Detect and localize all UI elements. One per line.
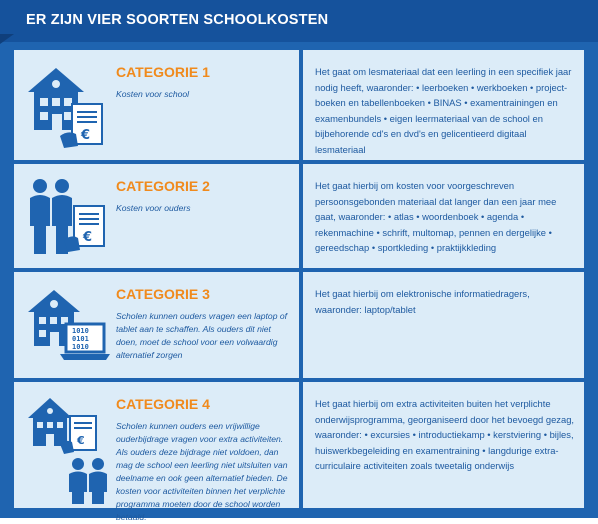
category-4-subtitle: Scholen kunnen ouders een vrijwillige ouderbijdrage vragen voor extra activiteiten. Als ouders deze bijdrage niet voldoen, dan mag de school een leerling niet uitsluiten van deelname en ook geen alternatief bieden. De kosten voor activiteiten binnen het verplichte programma moeten door de school worden betaald. — [116, 421, 288, 522]
school-invoice-icon — [26, 60, 112, 150]
category-3-title: CATEGORIE 3 — [116, 286, 210, 302]
parents-invoice-icon — [26, 174, 112, 264]
category-4-description: Het gaat hierbij om extra activiteiten buiten het verplichte onderwijsprogramma, georganiseerd door het bevoegd gezag, waaronder: • excursies • introductiekamp • kerstviering • bijles, huiswerkbegeleiding en examentraining • langdurige extra-curriculaire activiteiten zoals tweetalig onderwijs — [315, 398, 575, 471]
category-1-description: Het gaat om lesmateriaal dat een leerling in een specifiek jaar nodig heeft, waaronder: • leerboeken • werkboeken • project-boeken en tabellenboeken • BINAS • examentrainingen en examenbundels • eigen leermateriaal van de school en bijbehorende cd's en dvd's en gelicentieerd digitaal lesmateriaal — [315, 66, 572, 155]
laptop-screen-line-1: 1010 — [72, 327, 89, 335]
page-title: ER ZIJN VIER SOORTEN SCHOOLKOSTEN — [26, 12, 329, 28]
school-laptop-icon — [26, 282, 112, 372]
category-2-title: CATEGORIE 2 — [116, 178, 210, 194]
category-row-2 — [14, 164, 584, 268]
category-4-summary — [14, 382, 299, 522]
category-1-title: CATEGORIE 1 — [116, 64, 210, 80]
svg-text:€: € — [83, 230, 93, 245]
category-3-details — [303, 272, 584, 378]
category-2-details — [303, 164, 584, 268]
category-4-title: CATEGORIE 4 — [116, 396, 210, 412]
category-4-details — [303, 382, 584, 508]
category-row-1 — [14, 50, 584, 160]
category-3-description: Het gaat hierbij om elektronische informatiedragers, waaronder: laptop/tablet — [315, 288, 530, 315]
category-3-summary — [14, 272, 299, 378]
category-1-subtitle: Kosten voor school — [116, 89, 190, 99]
svg-text:€: € — [81, 128, 91, 143]
category-row-4 — [14, 382, 584, 522]
category-1-details — [303, 50, 584, 160]
svg-text:€: € — [77, 434, 85, 447]
category-row-3 — [14, 272, 584, 378]
laptop-screen-line-3: 1010 — [72, 343, 89, 351]
category-3-subtitle: Scholen kunnen ouders vragen een laptop of tablet aan te schaffen. Als ouders dit niet doen, moet de school voor een volwaardig alternatief zorgen — [116, 311, 288, 360]
laptop-screen-line-2: 0101 — [72, 335, 89, 343]
school-parents-invoice-icon — [26, 392, 112, 504]
header-bar — [0, 0, 598, 42]
category-2-subtitle: Kosten voor ouders — [116, 203, 191, 213]
category-1-summary — [14, 50, 299, 160]
header-notch — [0, 34, 14, 44]
category-2-description: Het gaat hierbij om kosten voor voorgeschreven persoonsgebonden materiaal dat langer dan een jaar mee gaat, waaronder: • atlas • woordenboek • agenda • rekenmachine • schrift, multomap, pennen en dergelijke • gereedschap • sportkleding • praktijkkleding — [315, 180, 557, 253]
category-2-summary — [14, 164, 299, 268]
